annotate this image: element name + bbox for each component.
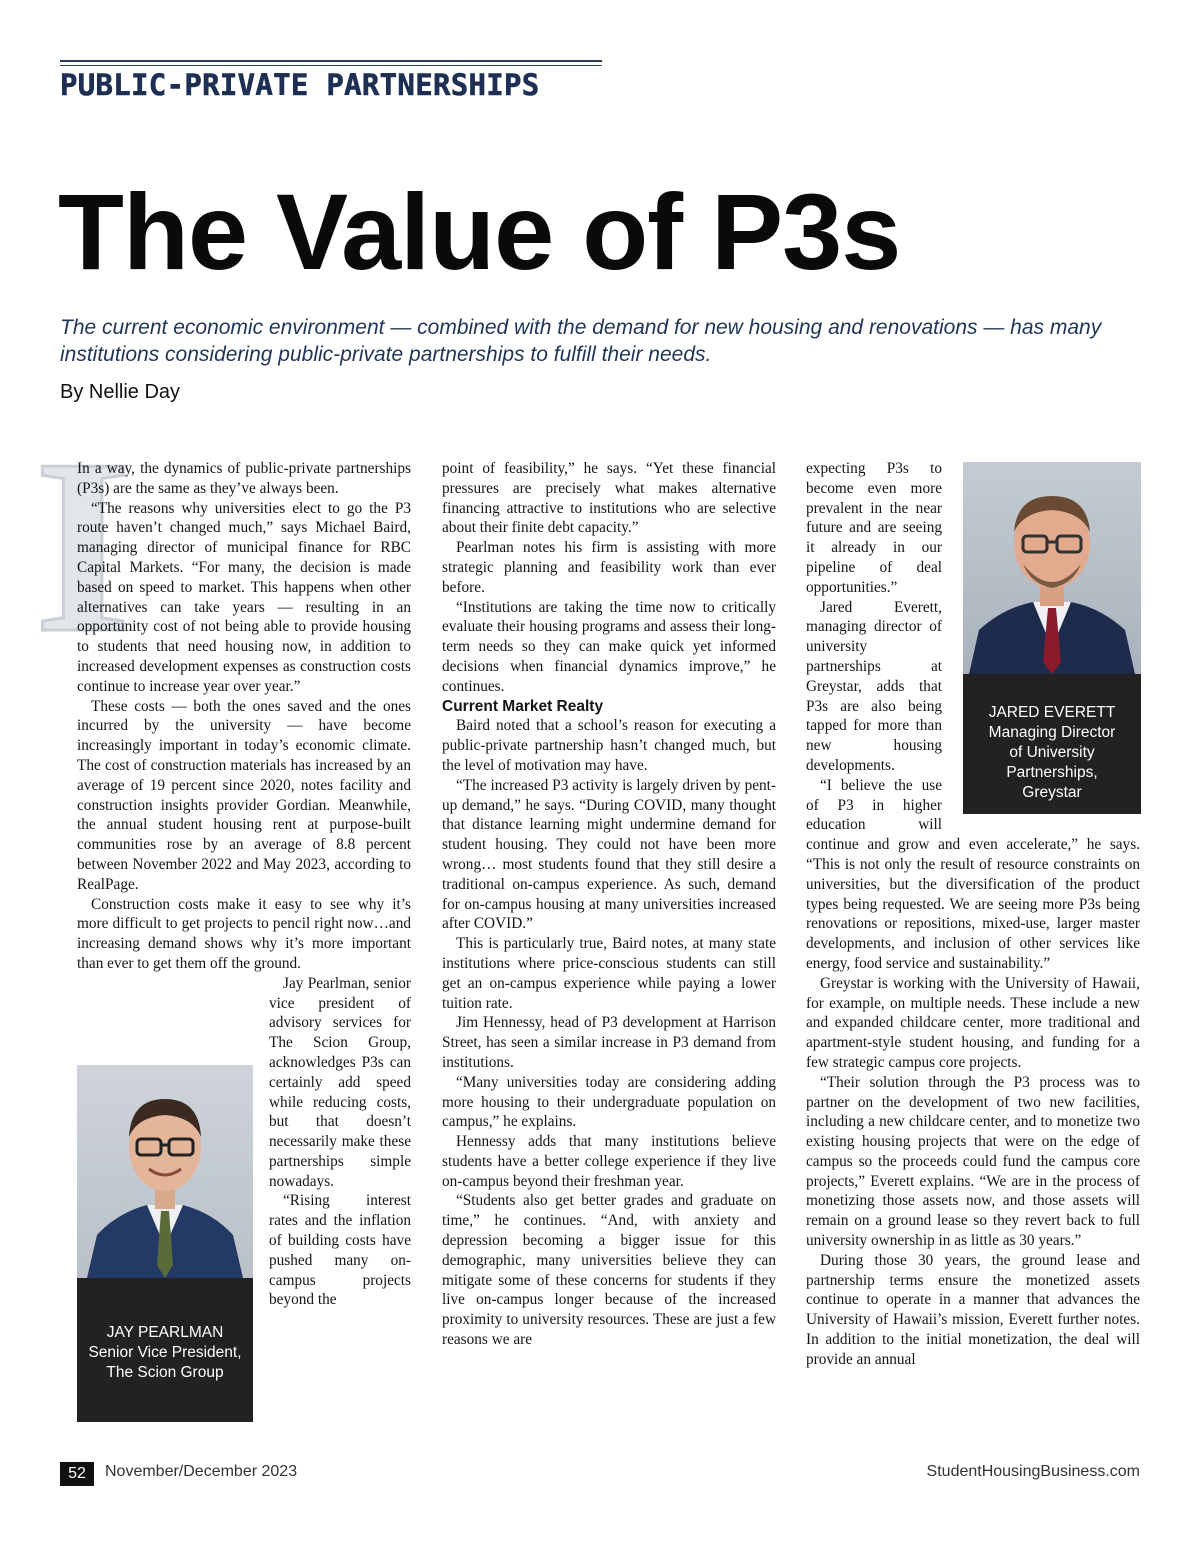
paragraph: “Rising interest rates and the inflation of building costs have pushed many on-campus projects beyond the bbox=[269, 1192, 411, 1309]
narrow-text-block bbox=[269, 974, 411, 1311]
caption-title-line-2: of University bbox=[1009, 744, 1095, 761]
paragraph: Baird noted that a school’s reason for executing a public-private partnership hasn’t changed much, but the level of motivation may have. bbox=[442, 717, 776, 774]
page-number: 52 bbox=[60, 1462, 94, 1486]
paragraph: “The increased P3 activity is largely driven by pent-up demand,” he says. “During COVID, many thought that distance learning might undermine demand for student housing. They could not have been more wrong… most students found that they still desire a traditional on-campus experience. As such, demand for on-campus housing at many universities increased after COVID.” bbox=[442, 776, 776, 933]
paragraph: Pearlman notes his firm is assisting with more strategic planning and feasibility work than ever before. bbox=[442, 539, 776, 596]
headline: The Value of P3s bbox=[58, 171, 901, 292]
caption-org: Greystar bbox=[1022, 784, 1082, 801]
paragraph: In a way, the dynamics of public-private partnerships (P3s) are the same as they’ve always been. bbox=[77, 460, 411, 497]
paragraph: During those 30 years, the ground lease and partnership terms ensure the monetized assets continue to operate in a manner that advances the University of Hawaii’s mission, Everett further notes. In addition to the initial monetization, the deal will provide an annual bbox=[806, 1251, 1140, 1368]
deck: The current economic environment — combined with the demand for new housing and renovations — has many institutions considering public-private partnerships to fulfill their needs. bbox=[60, 316, 1102, 366]
caption-org: The Scion Group bbox=[106, 1364, 224, 1381]
issue-date: November/December 2023 bbox=[105, 1463, 298, 1480]
section-label: PUBLIC-PRIVATE PARTNERSHIPS bbox=[60, 68, 540, 102]
photo-float-spacer bbox=[952, 462, 1142, 814]
article-column-1 bbox=[77, 459, 411, 1310]
paragraph: “Students also get better grades and graduate on time,” he continues. “And, with anxiety and depression becoming a bigger issue for this demographic, many universities believe they can mitigate some of these concerns for students if they live on-campus longer because of the increased proximity to university resources. These are just a few reasons we are bbox=[442, 1192, 776, 1349]
caption-name: JARED EVERETT bbox=[988, 704, 1116, 721]
caption-title: Managing Director bbox=[988, 724, 1116, 741]
paragraph: Jim Hennessy, head of P3 development at Harrison Street, has seen a similar increase in P3 demand from institutions. bbox=[442, 1014, 776, 1071]
article-column-2 bbox=[442, 459, 776, 1350]
paragraph: Jared Everett, managing director of university partnerships at Greystar, adds that P3s are also being tapped for more than new housing developments. bbox=[806, 598, 942, 774]
section-rule-top bbox=[60, 60, 602, 62]
drop-cap: I bbox=[34, 408, 132, 685]
paragraph: expecting P3s to become even more prevalent in the near future and are seeing it already in our pipeline of deal opportunities.” bbox=[806, 460, 942, 596]
paragraph: “Their solution through the P3 process was to partner on the development of two new facilities, including a new childcare center, and to monetize two existing housing projects that were on the edge of campus so the proceeds could fund the campus core projects,” Everett explains. “We are in the process of monetizing those assets now, and those assets will remain on a ground lease so they revert back to full university ownership in as little as 30 years.” bbox=[806, 1073, 1140, 1250]
section-rule-bottom bbox=[60, 65, 602, 66]
paragraph: This is particularly true, Baird notes, at many state institutions where price-conscious students can still get an on-campus experience while paying a lower tuition rate. bbox=[442, 935, 776, 1012]
photo-caption-pearlman bbox=[77, 1323, 253, 1383]
website: StudentHousingBusiness.com bbox=[926, 1463, 1140, 1480]
article-column-3 bbox=[806, 459, 1140, 1370]
paragraph: Greystar is working with the University of Hawaii, for example, on multiple needs. These include a new and expanded childcare center, more traditional and apartment-style student housing, and funding for a few strategic campus core projects. bbox=[806, 974, 1140, 1071]
paragraph: Hennessy adds that many institutions believe students have a better college experience if they live on-campus beyond their freshman year. bbox=[442, 1133, 776, 1190]
paragraph: “The reasons why universities elect to go the P3 route haven’t changed much,” says Michael Baird, managing director of municipal finance for RBC Capital Markets. “For many, the decision is made based on speed to market. This happens when other alternatives can take years — resulting in an opportunity cost of not being able to provide housing to students that need housing now, in addition to increased development expenses as construction costs continue to increase year over year.” bbox=[77, 499, 411, 695]
byline: By Nellie Day bbox=[60, 381, 181, 403]
paragraph: Construction costs make it easy to see why it’s more difficult to get projects to pencil right now…and increasing demand shows why it’s more important than ever to get them off the ground. bbox=[77, 895, 411, 972]
caption-title: Senior Vice President, bbox=[88, 1344, 242, 1361]
subhead: Current Market Realty bbox=[442, 697, 604, 715]
paragraph: These costs — both the ones saved and the ones incurred by the university — have become increasingly important in today’s economic climate. The cost of construction materials has increased by an average of 19 percent since 2020, notes facility and construction insights provider Gordian. Meanwhile, the annual student housing rent at purpose-built communities rose by an average of 8.8 percent between November 2022 and May 2023, according to RealPage. bbox=[77, 697, 411, 893]
paragraph: Jay Pearlman, senior vice president of advisory services for The Scion Group, acknowledges P3s can certainly add speed while reducing costs, but that doesn’t necessarily make these partnerships simple nowadays. bbox=[269, 974, 411, 1190]
caption-name: JAY PEARLMAN bbox=[106, 1324, 224, 1341]
caption-title-line-3: Partnerships, bbox=[1006, 764, 1098, 781]
paragraph: “Institutions are taking the time now to critically evaluate their housing programs and assess their long-term needs so they can make quick yet informed decisions when financial dynamics improve,” he continues. bbox=[442, 598, 776, 695]
paragraph: “I believe the use of P3 in higher education will continue and grow and even accelerate,” he says. “This is not only the result of resource constraints on universities, but the diversification of the product types being requested. We are seeing more P3s being renovations or repositions, mixed-use, larger master developments, and inclusion of other services like energy, food service and sustainability.” bbox=[806, 776, 1140, 972]
paragraph: point of feasibility,” he says. “Yet these financial pressures are precisely what makes alternative financing attractive to institutions who are selective about their finite debt capacity.” bbox=[442, 460, 776, 537]
paragraph: “Many universities today are considering adding more housing to their undergraduate population on campus,” he explains. bbox=[442, 1073, 776, 1131]
